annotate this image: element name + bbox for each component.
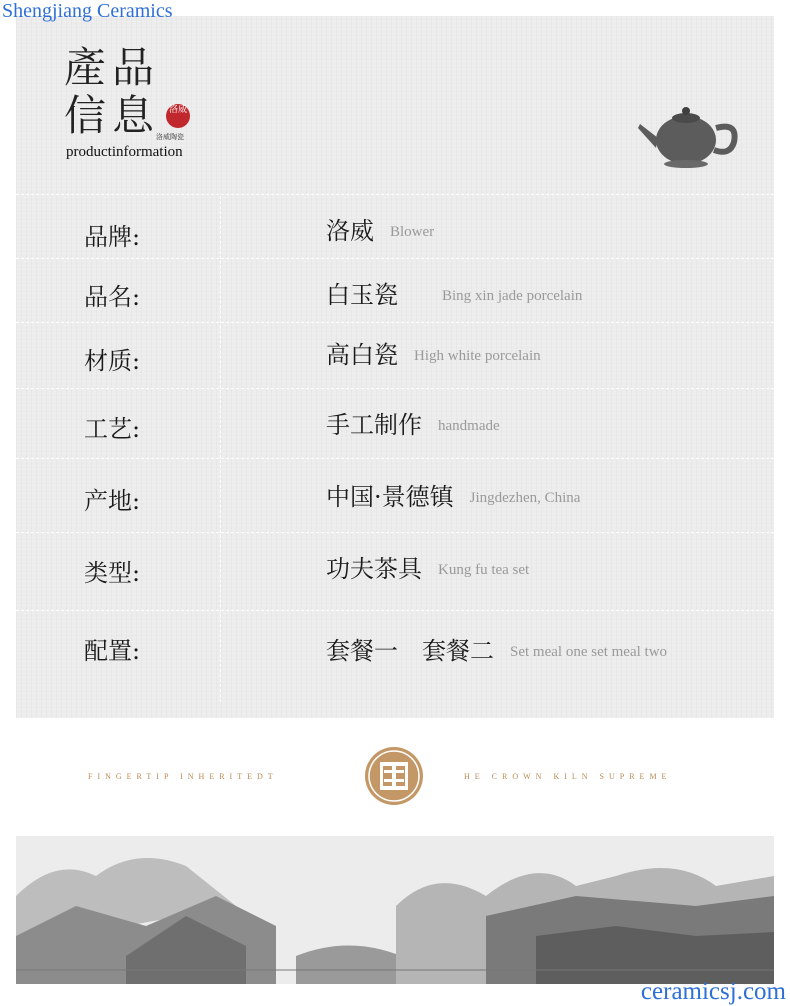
row-english-text: Bing xin jade porcelain bbox=[442, 288, 583, 304]
row-value-text: 高白瓷 bbox=[326, 341, 398, 369]
row-label-material: 材质: bbox=[84, 347, 141, 375]
row-label-type: 类型: bbox=[84, 559, 141, 587]
seal-caption: 洛威陶瓷 bbox=[156, 133, 184, 141]
row-value-type bbox=[326, 549, 529, 584]
title-line-2: 信息 bbox=[64, 91, 161, 140]
row-value-origin bbox=[326, 477, 580, 512]
row-english-text: Kung fu tea set bbox=[438, 562, 530, 578]
row-label-origin: 产地: bbox=[84, 487, 141, 515]
title-line-1: 產品 bbox=[64, 43, 161, 92]
table-row bbox=[16, 258, 774, 329]
watermark-bottom: ceramicsj.com bbox=[640, 978, 786, 1005]
row-value-config bbox=[326, 631, 667, 666]
watermark-top: Shengjiang Ceramics bbox=[2, 0, 173, 22]
row-value-text: 功夫茶具 bbox=[326, 555, 422, 583]
product-info-panel bbox=[16, 16, 774, 718]
emblem-icon bbox=[364, 746, 424, 806]
row-english-text: High white porcelain bbox=[414, 348, 541, 364]
row-label-craft: 工艺: bbox=[84, 415, 141, 443]
teapot-icon bbox=[634, 94, 746, 174]
row-value-material bbox=[326, 335, 541, 370]
landscape-illustration bbox=[16, 836, 774, 984]
table-row bbox=[16, 194, 774, 265]
row-english-text: handmade bbox=[438, 418, 500, 434]
row-value-text: 套餐一 套餐二 bbox=[326, 637, 494, 665]
table-row bbox=[16, 388, 774, 459]
divider-left-text: FINGERTIP INHERITEDT bbox=[88, 772, 278, 781]
row-value-text: 手工制作 bbox=[326, 411, 422, 439]
table-row bbox=[16, 610, 774, 681]
row-label-brand: 品牌: bbox=[84, 223, 141, 251]
row-label-name: 品名: bbox=[84, 283, 141, 311]
divider-right-text: HE CROWN KILN SUPREME bbox=[464, 772, 672, 781]
seal-stamp: 洛威 bbox=[166, 104, 190, 128]
page-title bbox=[64, 44, 160, 140]
page-subtitle: productinformation bbox=[66, 144, 183, 160]
row-label-config: 配置: bbox=[84, 637, 141, 665]
table-row bbox=[16, 532, 774, 603]
row-value-brand bbox=[326, 211, 434, 246]
row-value-text: 白玉瓷 bbox=[326, 281, 398, 309]
table-row bbox=[16, 458, 774, 529]
row-value-text: 中国·景德镇 bbox=[326, 483, 454, 511]
table-row bbox=[16, 322, 774, 393]
row-english-text: Set meal one set meal two bbox=[510, 644, 668, 660]
row-english-text: Blower bbox=[390, 224, 435, 240]
row-value-name bbox=[326, 275, 582, 310]
row-value-craft bbox=[326, 405, 500, 440]
row-english-text: Jingdezhen, China bbox=[469, 490, 581, 506]
row-value-text: 洛威 bbox=[326, 217, 374, 245]
